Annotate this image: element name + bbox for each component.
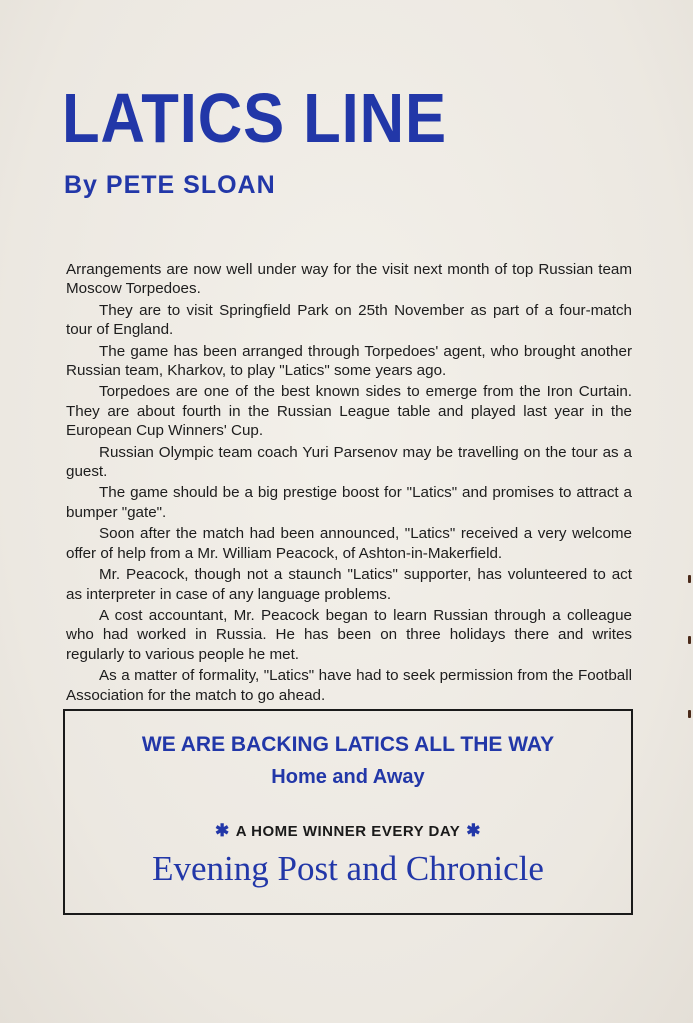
page-title: LATICS LINE xyxy=(62,79,447,157)
advert-subline: Home and Away xyxy=(271,766,425,788)
advert-tagline: A HOME WINNER EVERY DAY xyxy=(235,823,461,840)
article-paragraph: As a matter of formality, "Latics" have had to seek permission from the Football Association for the match to go ahead. xyxy=(66,667,632,704)
article-paragraph: Soon after the match had been announced, "Latics" received a very welcome offer of help from a Mr. William Peacock, of Ashton-in-Makerfield. xyxy=(66,525,632,562)
article-paragraph: They are to visit Springfield Park on 25th November as part of a four-match tour of England. xyxy=(66,301,632,339)
binding-mark xyxy=(688,710,691,718)
article-paragraph: Torpedoes are one of the best known sides to emerge from the Iron Curtain. They are about fourth in the Russian League table and played last year in the European Cup Winners' Cup. xyxy=(66,383,632,440)
article-paragraph: Russian Olympic team coach Yuri Parsenov may be travelling on the tour as a guest. xyxy=(66,443,632,481)
newspaper-advert xyxy=(63,709,633,915)
article-paragraph: Mr. Peacock, though not a staunch "Latics" supporter, has volunteered to act as interpreter in case of any language problems. xyxy=(66,566,632,603)
binding-mark xyxy=(688,575,691,583)
article-body xyxy=(66,260,632,707)
article-paragraph: Arrangements are now well under way for the visit next month of top Russian team Moscow Torpedoes. xyxy=(66,261,632,298)
byline: By PETE SLOAN xyxy=(64,171,276,199)
star-icon: ✱ xyxy=(466,821,482,840)
article-paragraph: The game has been arranged through Torpedoes' agent, who brought another Russian team, Kharkov, to play "Latics" some years ago. xyxy=(66,342,632,380)
star-icon: ✱ xyxy=(214,821,230,840)
binding-mark xyxy=(688,636,691,644)
advert-headline: WE ARE BACKING LATICS ALL THE WAY xyxy=(141,733,555,756)
advert-tagline-row xyxy=(65,821,631,842)
newspaper-name: Evening Post and Chronicle xyxy=(152,849,544,888)
article-paragraph: The game should be a big prestige boost for "Latics" and promises to attract a bumper "gate". xyxy=(66,484,632,521)
article-paragraph: A cost accountant, Mr. Peacock began to learn Russian through a colleague who had worked in Russia. He has been on three holidays there and writes regularly to various people he met. xyxy=(66,606,632,663)
